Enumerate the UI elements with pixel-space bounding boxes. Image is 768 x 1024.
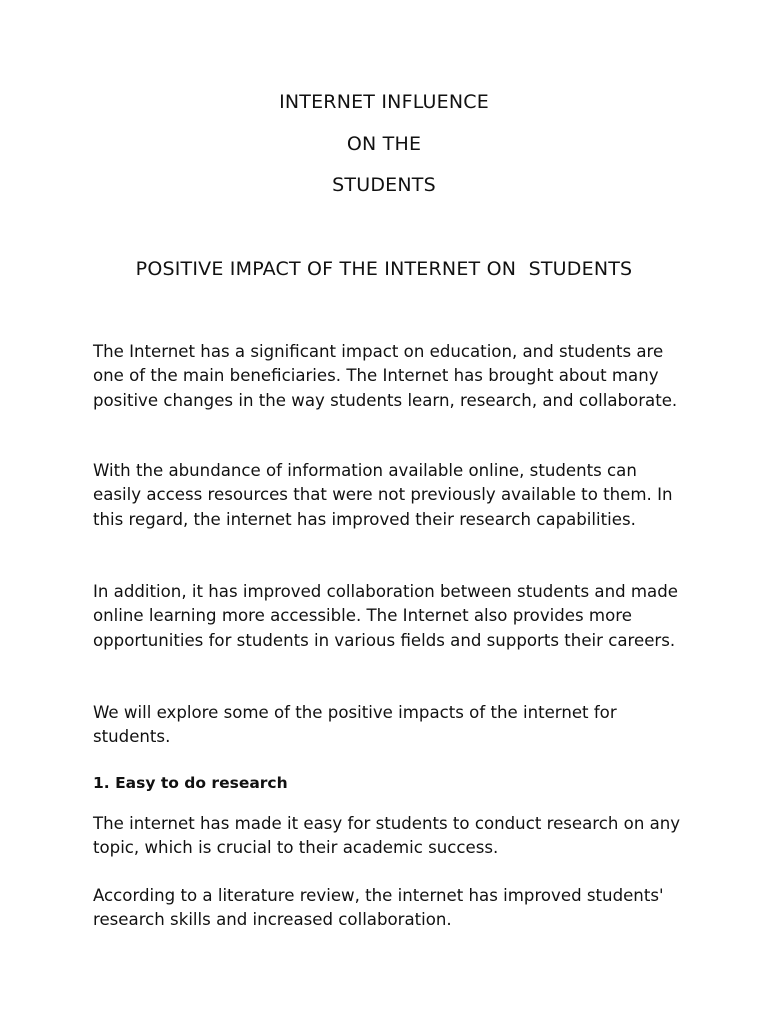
intro-paragraph-2: With the abundance of information available online, students can easily access resources that were not previously available to them. In this regard, the internet has improved their research capabilities.: [93, 461, 673, 529]
intro-paragraph-1: The Internet has a significant impact on education, and students are one of the main beneficiaries. The Internet has brought about many positive changes in the way students learn, research, and collaborate.: [93, 342, 678, 410]
title-line-2: ON THE: [346, 133, 422, 155]
section-1-paragraph-1: The internet has made it easy for students to conduct research on any topic, which is crucial to their academic success.: [93, 814, 681, 858]
section-1-paragraph-2: According to a literature review, the internet has improved students' research skills and increased collaboration.: [93, 886, 664, 930]
section-heading-easy-research: 1. Easy to do research: [93, 774, 288, 792]
document-subtitle: POSITIVE IMPACT OF THE INTERNET ON STUDENTS: [135, 258, 633, 280]
intro-paragraph-3: In addition, it has improved collaboration between students and made online learning more accessible. The Internet also provides more opportunities for students in various fields and supports their careers.: [93, 582, 678, 650]
title-line-1: INTERNET INFLUENCE: [279, 91, 489, 113]
intro-paragraph-4: We will explore some of the positive impacts of the internet for students.: [93, 703, 617, 747]
title-line-3: STUDENTS: [332, 174, 436, 196]
